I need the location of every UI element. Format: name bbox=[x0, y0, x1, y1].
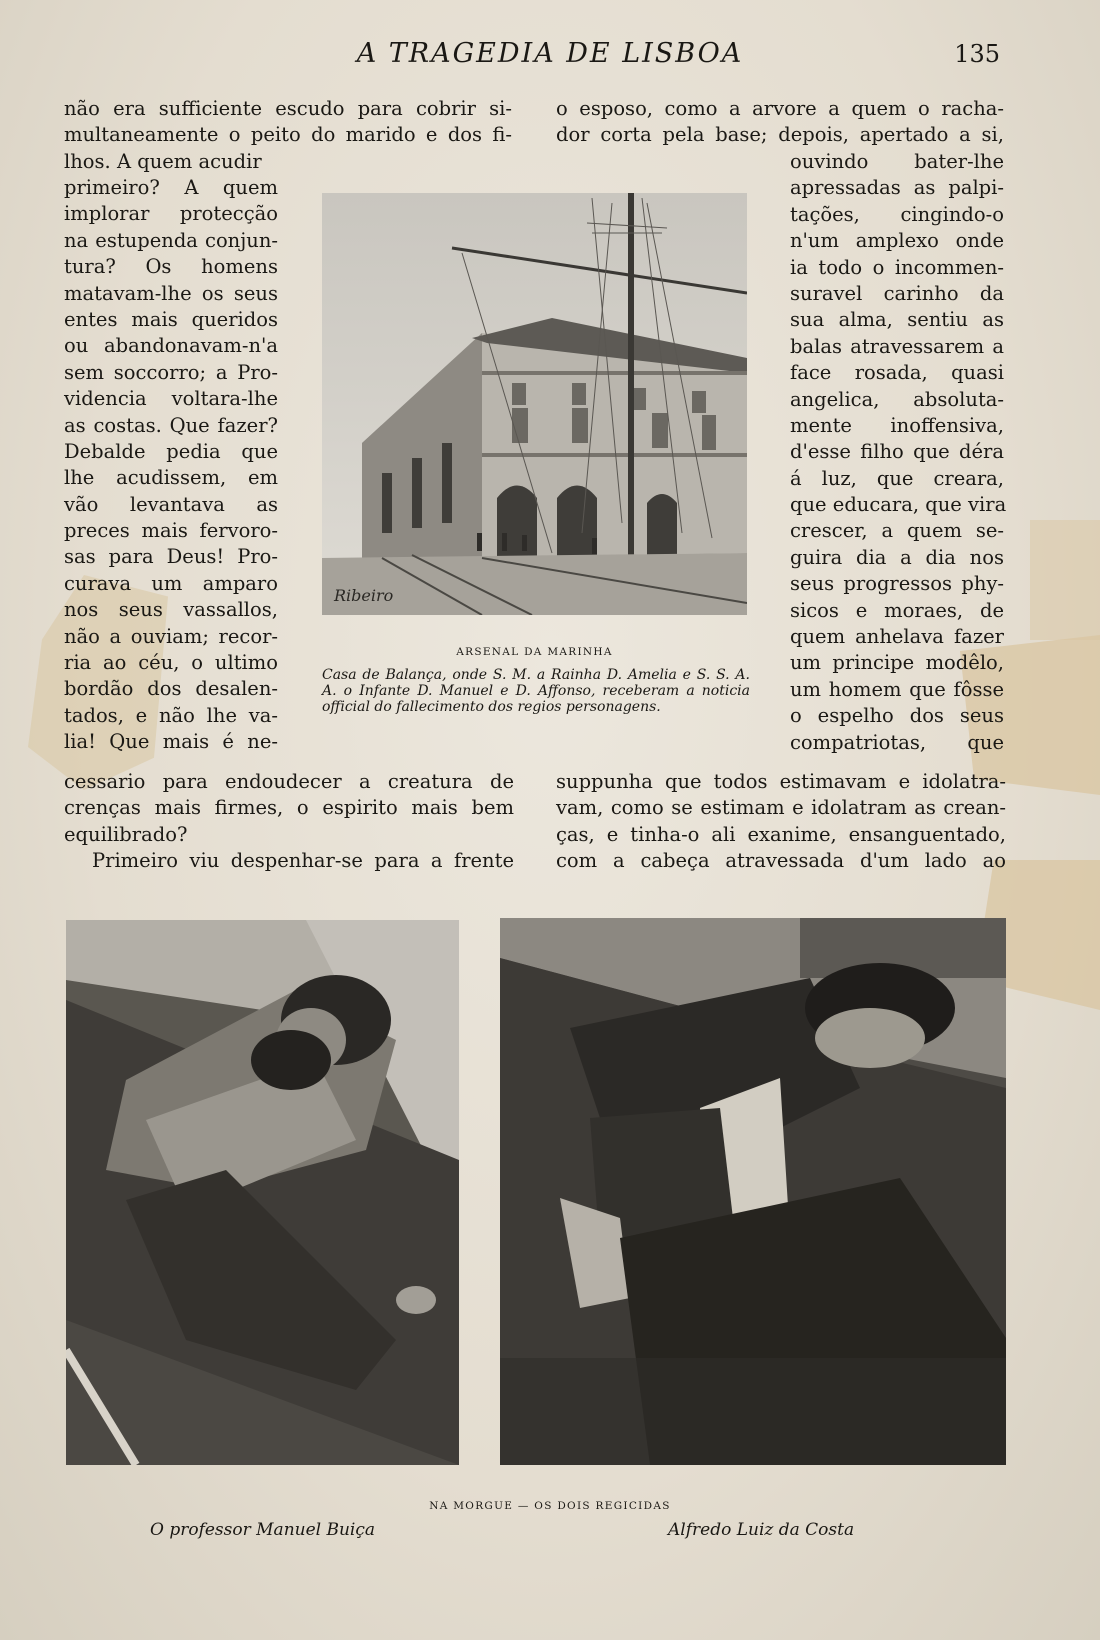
text-line: balas atravessarem a bbox=[790, 334, 1004, 358]
text-line: o espelho dos seus bbox=[790, 704, 1004, 728]
text-line: seus progressos phy- bbox=[790, 572, 1004, 596]
text-line: primeiro? A quem bbox=[64, 176, 278, 199]
morgue-title: NA MORGUE — OS DOIS REGICIDAS bbox=[429, 1500, 671, 1512]
page-number: 135 bbox=[954, 40, 1000, 68]
text-line: crescer, a quem se- bbox=[790, 519, 1004, 543]
text-line: sem soccorro; a Pro- bbox=[64, 360, 278, 384]
text-line: cessario para endoudecer a creatura de bbox=[64, 770, 514, 793]
text-line: dor corta pela base; depois, apertado a si, bbox=[556, 123, 1004, 147]
text-line: matavam-lhe os seus bbox=[64, 281, 278, 305]
text-line: á luz, que creara, bbox=[790, 466, 1004, 490]
text-line: sicos e moraes, de bbox=[790, 598, 1004, 622]
buica-photo bbox=[66, 920, 459, 1465]
text-line: lhos. A quem acudir bbox=[64, 149, 262, 173]
text-line: preces mais fervoro- bbox=[64, 519, 278, 543]
page-title: A TRAGEDIA DE LISBOA bbox=[356, 38, 744, 69]
text-line: ças, e tinha-o ali exanime, ensanguentado, bbox=[556, 822, 1006, 846]
text-line: o esposo, como a arvore a quem o racha- bbox=[556, 97, 1004, 120]
text-line: entes mais queridos bbox=[64, 307, 278, 331]
costa-name: Alfredo Luiz da Costa bbox=[668, 1520, 855, 1540]
text-line: vão levantava as bbox=[64, 492, 278, 516]
text-line: um homem que fôsse bbox=[790, 677, 1004, 701]
text-left-bottom bbox=[64, 769, 514, 875]
text-line: equilibrado? bbox=[64, 822, 188, 846]
text-line: suppunha que todos estimavam e idolatra- bbox=[556, 770, 1006, 793]
buica-illustration bbox=[66, 920, 459, 1465]
text-line: quem anhelava fazer bbox=[790, 625, 1004, 649]
text-line: tações, cingindo-o bbox=[790, 202, 1004, 226]
text-line: videncia voltara-lhe bbox=[64, 387, 278, 411]
text-right-narrow bbox=[790, 149, 1007, 756]
text-line: tados, e não lhe va- bbox=[64, 703, 278, 727]
buica-name: O professor Manuel Buiça bbox=[150, 1520, 376, 1540]
arsenal-photo bbox=[322, 193, 747, 615]
text-line: bordão dos desalen- bbox=[64, 677, 278, 701]
text-line: as costas. Que fazer? bbox=[64, 413, 278, 437]
text-line: face rosada, quasi bbox=[790, 361, 1004, 385]
arsenal-title: ARSENAL DA MARINHA bbox=[456, 646, 613, 658]
text-line: um principe modêlo, bbox=[790, 651, 1004, 675]
text-line: lhe acudissem, em bbox=[64, 466, 278, 490]
text-line: multaneamente o peito do marido e dos fi- bbox=[64, 123, 512, 147]
text-line: sua alma, sentiu as bbox=[790, 308, 1004, 332]
text-line: ia todo o incommen- bbox=[790, 255, 1004, 279]
text-line: mente inoffensiva, bbox=[790, 413, 1004, 437]
text-line: não era sufficiente escudo para cobrir si- bbox=[64, 97, 512, 120]
text-line: suravel carinho da bbox=[790, 281, 1004, 305]
costa-illustration bbox=[500, 918, 1006, 1465]
text-line: lia! Que mais é ne- bbox=[64, 730, 278, 754]
text-line: tura? Os homens bbox=[64, 255, 278, 279]
text-line: apressadas as palpi- bbox=[790, 176, 1004, 200]
text-left-narrow bbox=[64, 175, 278, 756]
text-line: guira dia a dia nos bbox=[790, 545, 1004, 569]
running-head bbox=[0, 38, 1100, 78]
text-line: ria ao céu, o ultimo bbox=[64, 651, 278, 675]
arsenal-illustration bbox=[322, 193, 747, 615]
text-line: que educara, que vira bbox=[790, 493, 1007, 517]
costa-photo bbox=[500, 918, 1006, 1465]
text-line: não a ouviam; recor- bbox=[64, 624, 278, 648]
text-line: d'esse filho que déra bbox=[790, 440, 1004, 464]
text-line: vam, como se estimam e idolatram as crean- bbox=[556, 796, 1006, 820]
text-line: compatriotas, que bbox=[790, 730, 1004, 754]
text-line: angelica, absoluta- bbox=[790, 387, 1004, 411]
text-right-top bbox=[556, 96, 1004, 149]
text-line: Primeiro viu despenhar-se para a frente bbox=[92, 849, 514, 873]
text-line: n'um amplexo onde bbox=[790, 229, 1004, 253]
text-line: curava um amparo bbox=[64, 571, 278, 595]
artist-signature: Ribeiro bbox=[334, 586, 394, 605]
text-line: com a cabeça atravessada d'um lado ao bbox=[556, 849, 1006, 873]
text-line: nos seus vassallos, bbox=[64, 598, 278, 622]
text-line: na estupenda conjun- bbox=[64, 228, 278, 252]
text-line: ouvindo bater-lhe bbox=[790, 150, 1004, 173]
text-line: implorar protecção bbox=[64, 202, 278, 226]
paper-stain bbox=[1030, 520, 1100, 640]
text-left-top bbox=[64, 96, 512, 175]
text-line: Debalde pedia que bbox=[64, 439, 278, 463]
text-line: sas para Deus! Pro- bbox=[64, 545, 278, 569]
text-line: crenças mais firmes, o espirito mais bem bbox=[64, 796, 514, 820]
text-line: ou abandonavam-n'a bbox=[64, 334, 278, 358]
text-right-bottom bbox=[556, 769, 1006, 875]
arsenal-caption: Casa de Balança, onde S. M. a Rainha D. Amelia e S. S. A. A. o Infante D. Manuel e D. Affonso, receberam a noticia official do fallecimento dos regios personagens. bbox=[322, 667, 750, 715]
